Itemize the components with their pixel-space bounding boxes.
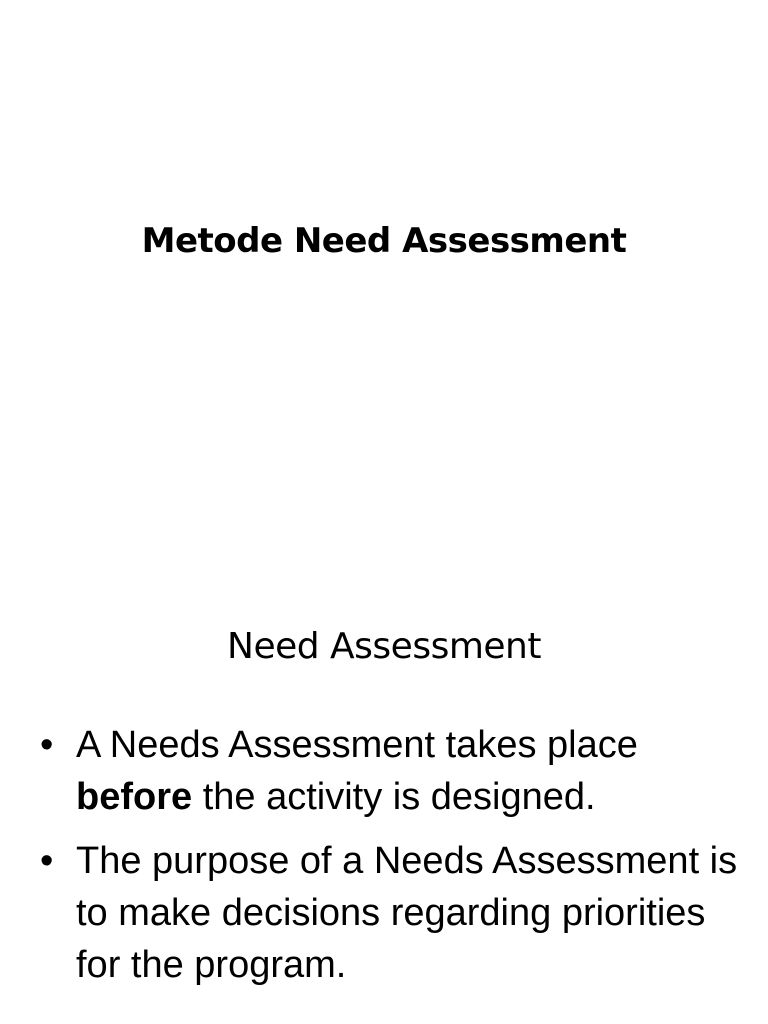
list-item [40,835,740,991]
list-item [40,719,740,823]
bullet-list [40,719,740,1003]
bullet-icon: • [40,724,54,766]
slide-2 [0,576,768,1024]
bullet-text: the activity is designed. [192,776,596,818]
bullet-text-bold: before [76,776,193,818]
bullet-text: The purpose of a Needs Assessment is to make decisions regarding priorities for the program. [76,840,738,986]
slide-title: Need Assessment [227,626,541,667]
slide-title: Metode Need Assessment [141,221,627,261]
bullet-text: A Needs Assessment takes place [76,724,638,766]
bullet-icon: • [40,840,54,882]
